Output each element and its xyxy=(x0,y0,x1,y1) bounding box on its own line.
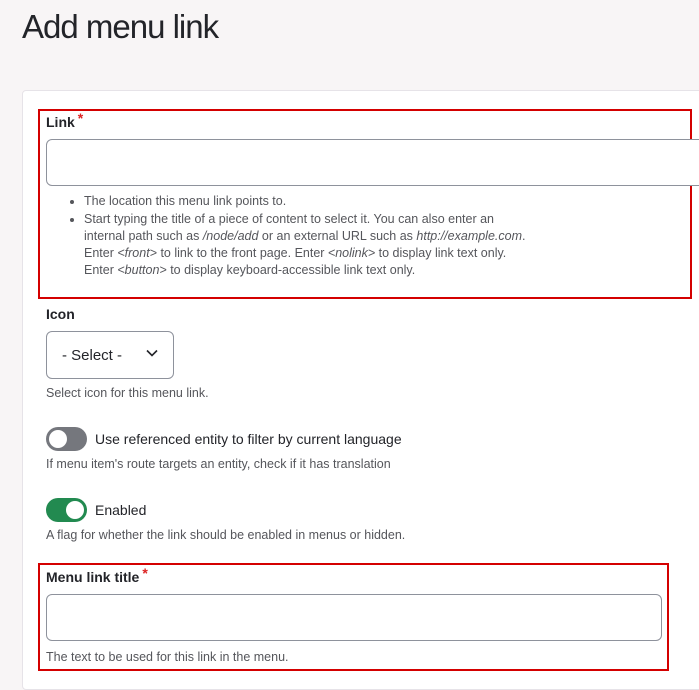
link-desc-text: Enter xyxy=(84,263,118,277)
menu-link-title-input[interactable] xyxy=(46,594,662,641)
link-desc-example: /node/add xyxy=(202,229,259,243)
link-label-text: Link xyxy=(46,114,75,130)
link-desc-example: <button> xyxy=(117,263,167,277)
page-title: Add menu link xyxy=(22,8,219,45)
icon-select-value: - Select - xyxy=(62,346,123,364)
link-desc-example: http://example.com xyxy=(416,229,522,243)
chevron-down-icon xyxy=(145,346,159,360)
icon-help-text: Select icon for this menu link. xyxy=(46,386,209,400)
title-help-text: The text to be used for this link in the menu. xyxy=(46,650,289,664)
required-marker: * xyxy=(77,110,84,126)
link-desc-example: <front> xyxy=(117,246,157,260)
list-item xyxy=(84,211,584,279)
link-desc-text: internal path such as xyxy=(84,229,203,243)
link-desc-text: to display keyboard-accessible link text only. xyxy=(166,263,416,277)
icon-field-label: Icon xyxy=(46,306,75,322)
toggle-knob xyxy=(66,501,84,519)
link-desc-text: to link to the front page. Enter xyxy=(156,246,328,260)
toggle-knob xyxy=(49,430,67,448)
link-field-label xyxy=(46,110,84,130)
enabled-label[interactable]: Enabled xyxy=(95,502,147,518)
enabled-help-text: A flag for whether the link should be enabled in menus or hidden. xyxy=(46,528,406,542)
language-filter-label[interactable]: Use referenced entity to filter by current language xyxy=(95,431,402,447)
title-field-label xyxy=(46,565,148,585)
list-item xyxy=(84,193,584,210)
link-desc-text: or an external URL such as xyxy=(258,229,417,243)
language-filter-help-text: If menu item's route targets an entity, check if it has translation xyxy=(46,457,391,471)
link-desc-example: <nolink> xyxy=(327,246,376,260)
link-desc-item-1: The location this menu link points to. xyxy=(84,194,287,208)
link-desc-text: Enter xyxy=(84,246,118,260)
icon-select[interactable] xyxy=(46,331,174,379)
title-label-text: Menu link title xyxy=(46,569,140,585)
link-desc-text: . xyxy=(522,229,526,243)
language-filter-toggle[interactable] xyxy=(46,427,87,451)
link-desc-text: to display link text only. xyxy=(375,246,507,260)
enabled-toggle[interactable] xyxy=(46,498,87,522)
link-input[interactable] xyxy=(46,139,699,186)
required-marker: * xyxy=(142,565,148,581)
link-description xyxy=(64,193,584,280)
link-desc-text: Start typing the title of a piece of content to select it. You can also enter an xyxy=(84,212,494,226)
